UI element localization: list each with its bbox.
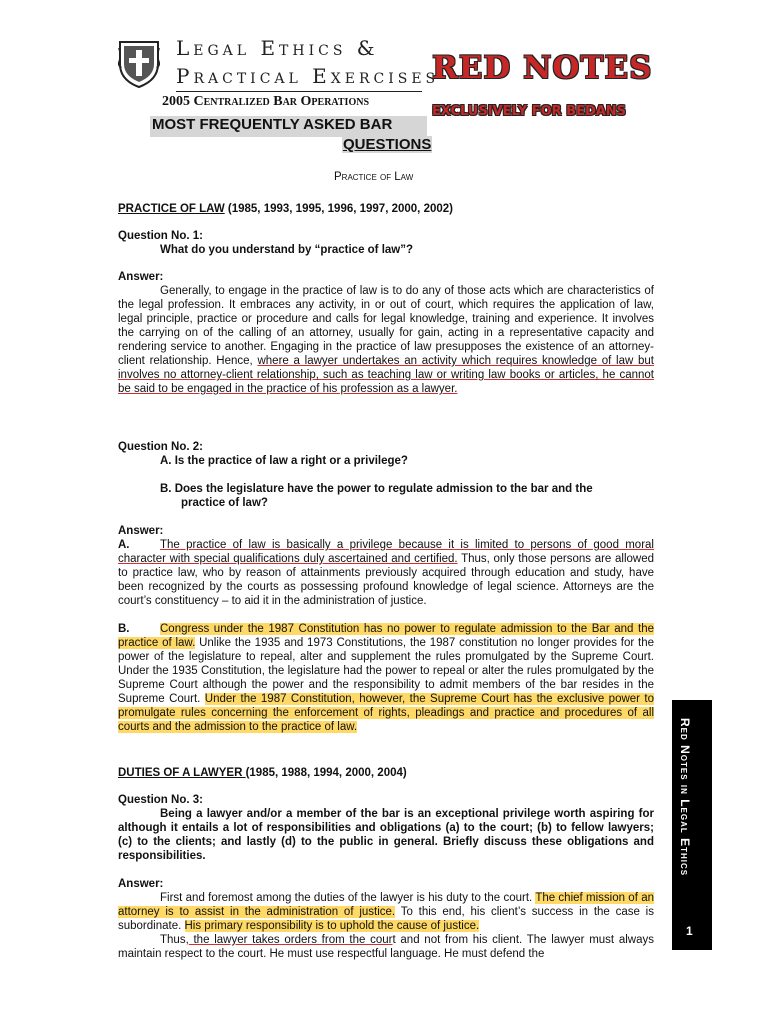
answer-3-text-4: t and not from his client. The lawyer must always maintain respect to the court. He must use respectful language. He must defend the: [118, 934, 654, 960]
answer-3-label: Answer:: [118, 878, 164, 890]
question-3-text: Being a lawyer and/or a member of the bar is an exceptional privilege worth aspiring for although it entails a lot of responsibilities and obligations (a) to the court; (b) to fellow lawyers; (c) to the clients; and lastly (d) to the public in general. Briefly discuss these obligations and responsibilities.: [118, 808, 654, 862]
question-3-label: Question No. 3:: [118, 794, 203, 806]
header-title-line2: Practical Exercises: [176, 64, 440, 88]
answer-2b-label: B.: [118, 623, 130, 635]
topic-heading: PRACTICE OF LAW: [118, 203, 225, 215]
questions-banner: QUESTIONS: [343, 136, 432, 153]
answer-3-paragraph-1: [118, 891, 654, 933]
question-1-text: What do you understand by “practice of law”?: [160, 244, 414, 256]
answer-1-underlined: where a lawyer undertakes an activity which requires knowledge of law but involves no attorney-client relationship, such as teaching law or writing law books or articles, he cannot be said to be engaged in the practice of his profession as a lawyer.: [118, 355, 654, 395]
answer-1-paragraph: [118, 284, 654, 396]
side-tab-label: Red Notes in Legal Ethics: [678, 718, 692, 877]
topic2-years: (1985, 1988, 1994, 2000, 2004): [245, 767, 407, 779]
answer-3-text-2: To this end, his client’s success in the case is subordinate.: [118, 906, 654, 932]
question-2b-line2: practice of law?: [181, 497, 268, 509]
answer-2-label: Answer:: [118, 525, 164, 537]
answer-2a-underlined: The practice of law is basically a privilege because it is limited to persons of good moral character with special qualifications duly ascertained and certified.: [118, 539, 654, 565]
answer-1-text: Generally, to engage in the practice of law is to do any of those acts which are characteristics of the legal profession. It embraces any activity, in or out of court, which requires the application of law, legal principle, practice or procedure and calls for legal knowledge, training and experience. It involves the carrying on of the calling of an attorney, usually for gain, acting in a representative capacity and rendering service to another. Engaging in the practice of law presupposes the existence of an attorney-client relationship. Hence,: [118, 285, 654, 367]
answer-3-text-3: Thus,: [160, 934, 189, 946]
most-frequently-banner: [150, 116, 427, 137]
answer-2b-highlight-1: Congress under the 1987 Constitution has no power to regulate admission to the Bar and the practice of law.: [118, 623, 654, 649]
topic2-heading: DUTIES OF A LAWYER: [118, 767, 246, 779]
topic-duties-of-a-lawyer: [118, 766, 407, 780]
most-frequently-text: MOST FREQUENTLY ASKED BAR: [152, 116, 393, 133]
answer-2b-highlight-2: Under the 1987 Constitution, however, the Supreme Court has the exclusive power to promulgate rules concerning the enforcement of rights, pleadings and practice and procedures of all courts and the admission to the practice of law.: [118, 693, 654, 733]
answer-3-text-1: First and foremost among the duties of the lawyer is his duty to the court.: [160, 892, 536, 904]
school-seal-logo: [118, 38, 160, 88]
answer-3-paragraph-2: [118, 933, 654, 961]
answer-3-highlight-1: The chief mission of an attorney is to assist in the administration of justice.: [118, 892, 654, 918]
answer-1-label: Answer:: [118, 271, 164, 283]
answer-2a-text: Thus, only those persons are allowed to practice law, who by reason of attainments previously acquired through education and study, have been recognized by the courts as possessing profound knowledge of legal science. Attorneys are the court’s constituency – to aid it in the administration of justice.: [118, 553, 654, 607]
question-1-label: Question No. 1:: [118, 230, 203, 242]
page-number: 1: [686, 924, 693, 938]
answer-2a-label: A.: [118, 539, 130, 551]
header-rule: [176, 91, 422, 92]
topic-years: (1985, 1993, 1995, 1996, 1997, 2000, 2002): [224, 203, 453, 215]
header-title-line1: Legal Ethics &: [176, 36, 379, 60]
question-2-label: Question No. 2:: [118, 441, 203, 453]
question-2b-line1: B. Does the legislature have the power to regulate admission to the bar and the: [160, 483, 593, 495]
exclusively-for-bedans: EXCLUSIVELY FOR BEDANS: [432, 104, 627, 119]
answer-2a-paragraph: [118, 538, 654, 608]
answer-3-underlined: the lawyer takes orders from the cour: [188, 934, 393, 946]
bar-operations-label: 2005 Centralized Bar Operations: [162, 94, 370, 109]
topic-practice-of-law: [118, 202, 453, 216]
answer-2b-text: Unlike the 1935 and 1973 Constitutions, the 1987 constitution no longer provides for the power of the legislature to repeal, alter and supplement the rules promulgated by the Supreme Court. Under the 1935 Constitution, the legislature had the power to repeal or alter the rules promulgated by the Supreme Court although the power and the responsibility to admit members of the bar resides in the Supreme Court.: [118, 637, 654, 705]
answer-3-highlight-2: His primary responsibility is to uphold the cause of justice.: [184, 920, 480, 932]
section-title: Practice of Law: [334, 171, 414, 183]
answer-2b-paragraph: [118, 622, 654, 734]
red-notes-logo: RED NOTES: [432, 50, 653, 86]
question-2a: A. Is the practice of law a right or a privilege?: [160, 455, 408, 467]
